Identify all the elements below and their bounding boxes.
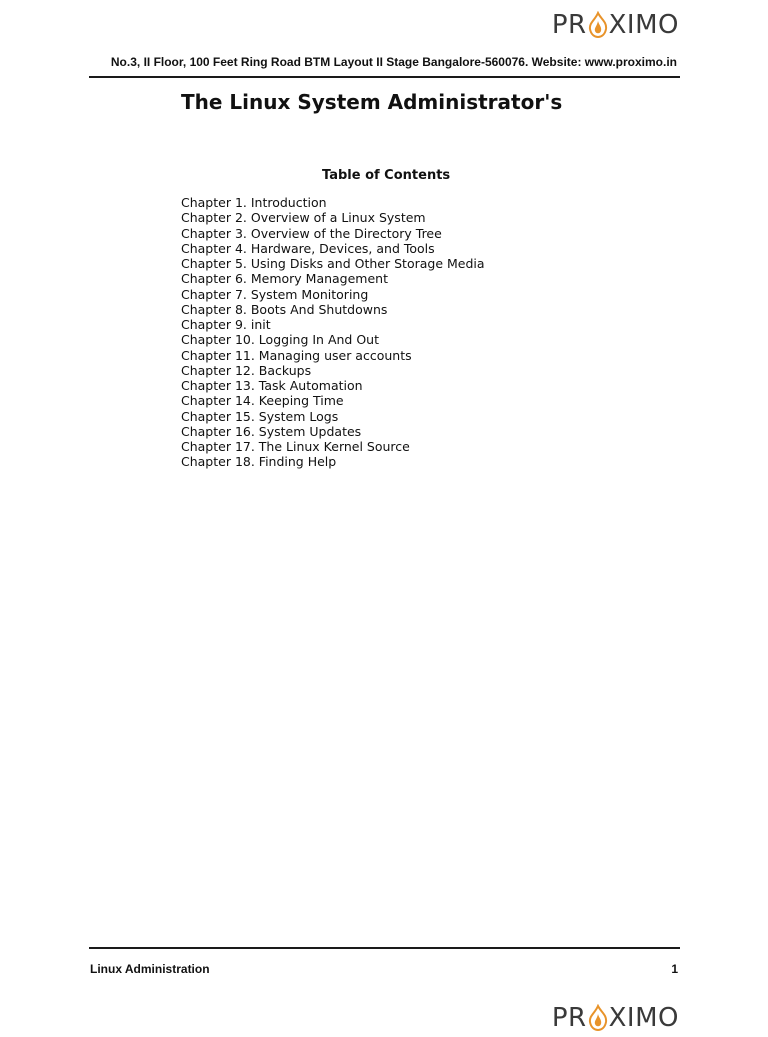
toc-item[interactable]: Chapter 9. init [181,317,271,332]
logo-text-end: XIMO [608,10,679,40]
footer-title: Linux Administration [90,962,210,976]
company-address: No.3, II Floor, 100 Feet Ring Road BTM Layout II Stage Bangalore-560076. Website: www.proximo.in [110,55,677,69]
toc-item[interactable]: Chapter 17. The Linux Kernel Source [181,439,410,454]
logo-text-start: PR [551,1003,587,1033]
footer-divider [89,947,680,949]
toc-item[interactable]: Chapter 16. System Updates [181,423,362,439]
toc-item[interactable]: Chapter 8. Boots And Shutdowns [181,301,388,317]
toc-item[interactable]: Chapter 1. Introduction [181,195,327,210]
table-of-contents [181,195,485,470]
logo-text-end: XIMO [608,1003,679,1033]
toc-item[interactable]: Chapter 11. Managing user accounts [181,347,412,363]
toc-item[interactable]: Chapter 14. Keeping Time [181,393,344,409]
toc-item[interactable]: Chapter 6. Memory Management [181,271,389,287]
toc-item[interactable]: Chapter 3. Overview of the Directory Tree [181,225,442,241]
toc-item[interactable]: Chapter 5. Using Disks and Other Storage Media [181,256,485,271]
toc-item[interactable]: Chapter 7. System Monitoring [181,286,369,302]
toc-item[interactable]: Chapter 13. Task Automation [181,378,363,393]
proximo-logo-next-page [552,1004,679,1032]
toc-item[interactable]: Chapter 15. System Logs [181,408,339,424]
toc-heading: Table of Contents [322,168,451,183]
logo-text-start: PR [551,10,587,40]
toc-item[interactable]: Chapter 4. Hardware, Devices, and Tools [181,240,435,256]
toc-item[interactable]: Chapter 2. Overview of a Linux System [181,210,426,226]
document-title: The Linux System Administrator's [181,90,563,114]
toc-item[interactable]: Chapter 10. Logging In And Out [181,332,379,348]
header-divider [89,76,680,78]
proximo-logo [552,11,679,39]
page-number: 1 [671,962,678,976]
flame-icon [587,11,609,39]
toc-item[interactable]: Chapter 18. Finding Help [181,454,337,470]
toc-item[interactable]: Chapter 12. Backups [181,362,312,378]
flame-icon [587,1004,609,1032]
